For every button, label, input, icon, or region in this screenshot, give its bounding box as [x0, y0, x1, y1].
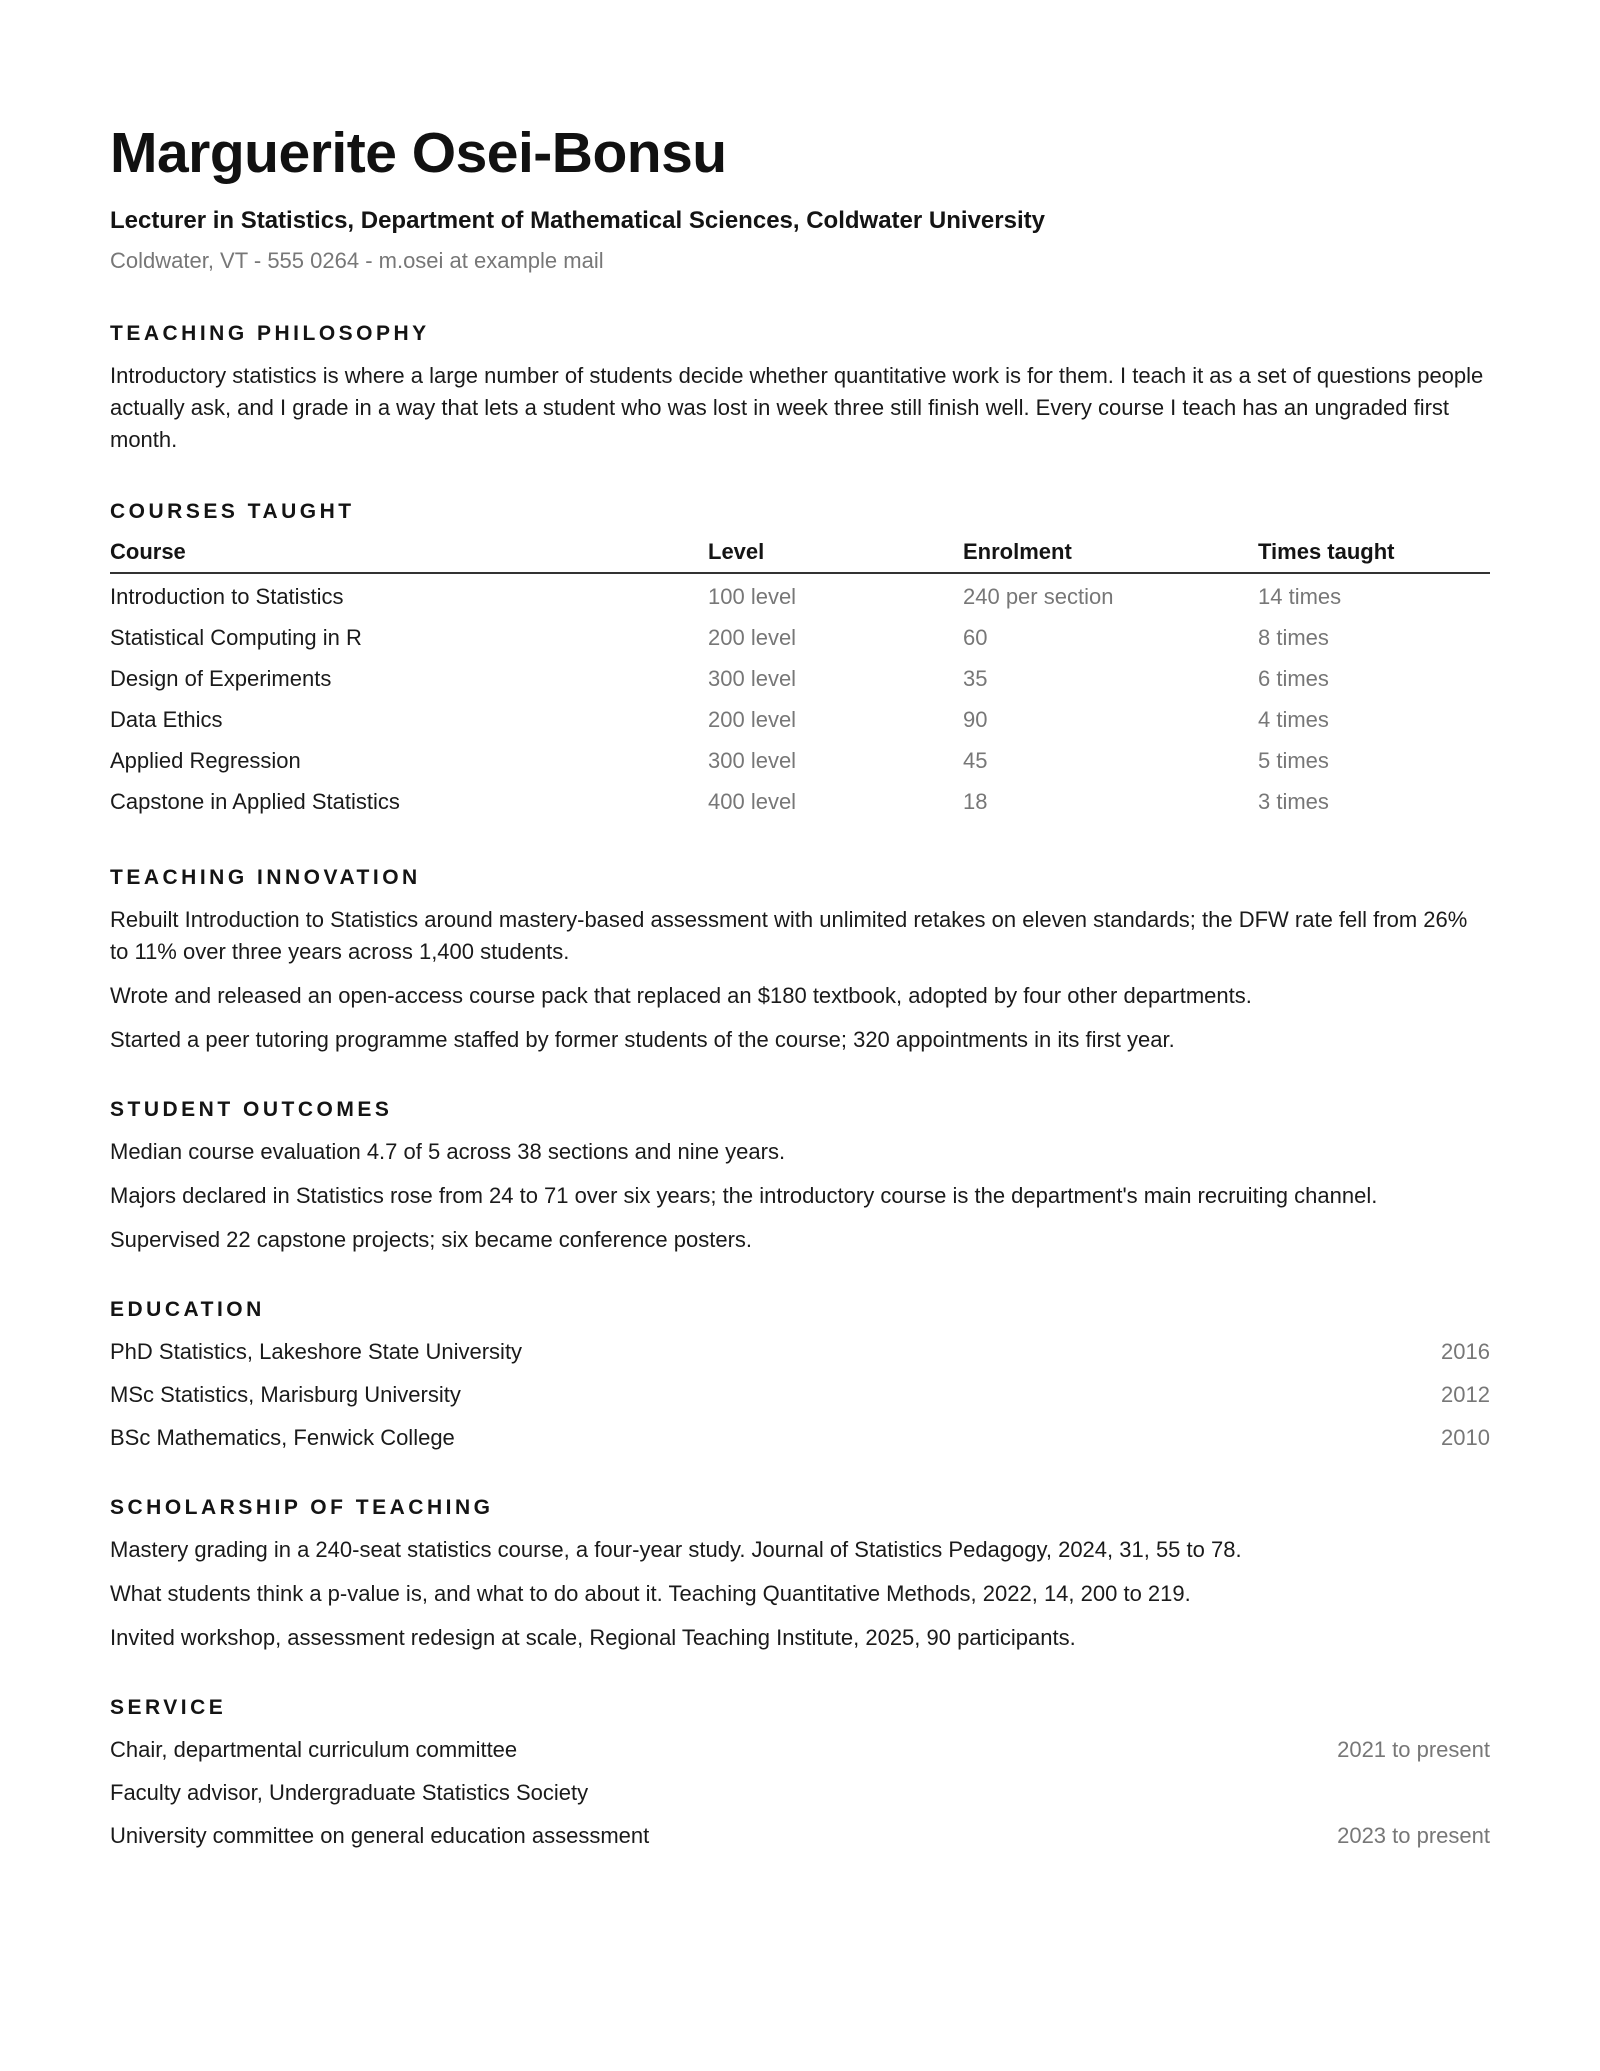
education-entry	[110, 1422, 1490, 1454]
course-times-taught: 14 times	[1258, 584, 1342, 609]
service-period: 2021 to present	[1337, 1737, 1490, 1762]
table-row	[110, 781, 1490, 822]
course-enrolment: 45	[963, 748, 988, 773]
list-item: Majors declared in Statistics rose from 24 to 71 over six years; the introductory course is the department's main recruiting channel.	[110, 1183, 1378, 1208]
candidate-name: Marguerite Osei-Bonsu	[110, 121, 727, 185]
education-entry	[110, 1336, 1490, 1368]
list-item: Mastery grading in a 240-seat statistics course, a four-year study. Journal of Statistics Pedagogy, 2024, 31, 55 to 78.	[110, 1537, 1242, 1562]
course-name: Applied Regression	[110, 748, 301, 773]
course-name: Introduction to Statistics	[110, 584, 344, 609]
course-times-taught: 8 times	[1258, 625, 1329, 650]
headline: Lecturer in Statistics, Department of Mathematical Sciences, Coldwater University	[110, 207, 1045, 234]
list-item: Wrote and released an open-access course pack that replaced an $180 textbook, adopted by four other departments.	[110, 983, 1252, 1008]
column-header-times-taught: Times taught	[1258, 534, 1490, 573]
service-role: Chair, departmental curriculum committee	[110, 1737, 518, 1762]
philosophy-text: Introductory statistics is where a large number of students decide whether quantitative work is for them. I teach it as a set of questions people actually ask, and I grade in a way that lets a student who was lost in week three still finish well. Every course I teach has an ungraded first month.	[110, 363, 1484, 452]
course-times-taught: 5 times	[1258, 748, 1329, 773]
course-level: 400 level	[708, 789, 797, 814]
list-item: Median course evaluation 4.7 of 5 across 38 sections and nine years.	[110, 1139, 786, 1164]
table-header-row	[110, 534, 1490, 573]
table-row	[110, 699, 1490, 740]
degree: PhD Statistics, Lakeshore State University	[110, 1339, 523, 1364]
section-title: SERVICE	[110, 1696, 227, 1719]
course-enrolment: 90	[963, 707, 988, 732]
course-name: Data Ethics	[110, 707, 223, 732]
service-entry	[110, 1777, 1490, 1809]
table-row	[110, 617, 1490, 658]
course-enrolment: 35	[963, 666, 988, 691]
section-teaching-innovation	[110, 864, 1490, 1056]
course-name: Statistical Computing in R	[110, 625, 362, 650]
year: 2016	[1441, 1339, 1490, 1364]
course-times-taught: 3 times	[1258, 789, 1329, 814]
section-title: COURSES TAUGHT	[110, 500, 355, 523]
service-entry	[110, 1734, 1490, 1766]
year: 2012	[1441, 1382, 1490, 1407]
course-enrolment: 60	[963, 625, 988, 650]
list-item: Rebuilt Introduction to Statistics around mastery-based assessment with unlimited retakes on eleven standards; the DFW rate fell from 26% to 11% over three years across 1,400 students.	[110, 907, 1468, 964]
table-row	[110, 658, 1490, 699]
list-item: Supervised 22 capstone projects; six became conference posters.	[110, 1227, 753, 1252]
list-item: What students think a p-value is, and what to do about it. Teaching Quantitative Methods, 2022, 14, 200 to 219.	[110, 1581, 1191, 1606]
column-header-enrolment: Enrolment	[963, 534, 1258, 573]
service-role: Faculty advisor, Undergraduate Statistics Society	[110, 1780, 589, 1805]
course-enrolment: 240 per section	[963, 584, 1114, 609]
section-student-outcomes	[110, 1096, 1490, 1256]
section-teaching-philosophy	[110, 320, 1490, 456]
column-header-level: Level	[708, 534, 963, 573]
section-title: EDUCATION	[110, 1298, 265, 1321]
course-level: 100 level	[708, 584, 797, 609]
education-entry	[110, 1379, 1490, 1411]
service-period: 2023 to present	[1337, 1823, 1490, 1848]
degree: MSc Statistics, Marisburg University	[110, 1382, 461, 1407]
service-entry	[110, 1820, 1490, 1852]
course-level: 200 level	[708, 625, 797, 650]
list-item: Started a peer tutoring programme staffed by former students of the course; 320 appointments in its first year.	[110, 1027, 1175, 1052]
section-title: SCHOLARSHIP OF TEACHING	[110, 1496, 494, 1519]
column-header-course: Course	[110, 534, 708, 573]
section-title: TEACHING PHILOSOPHY	[110, 322, 430, 345]
section-scholarship-of-teaching	[110, 1494, 1490, 1654]
course-level: 300 level	[708, 748, 797, 773]
list-item: Invited workshop, assessment redesign at scale, Regional Teaching Institute, 2025, 90 participants.	[110, 1625, 1076, 1650]
section-title: TEACHING INNOVATION	[110, 866, 421, 889]
course-times-taught: 4 times	[1258, 707, 1329, 732]
service-role: University committee on general education assessment	[110, 1823, 650, 1848]
course-name: Design of Experiments	[110, 666, 332, 691]
course-level: 200 level	[708, 707, 797, 732]
course-enrolment: 18	[963, 789, 988, 814]
year: 2010	[1441, 1425, 1490, 1450]
section-courses-taught	[110, 498, 1490, 822]
courses-table	[110, 534, 1490, 822]
table-row	[110, 740, 1490, 781]
course-times-taught: 6 times	[1258, 666, 1329, 691]
contact-line: Coldwater, VT - 555 0264 - m.osei at example mail	[110, 248, 604, 273]
table-row	[110, 573, 1490, 617]
degree: BSc Mathematics, Fenwick College	[110, 1425, 455, 1450]
course-name: Capstone in Applied Statistics	[110, 789, 400, 814]
section-title: STUDENT OUTCOMES	[110, 1098, 393, 1121]
section-education	[110, 1296, 1490, 1454]
course-level: 300 level	[708, 666, 797, 691]
section-service	[110, 1694, 1490, 1852]
